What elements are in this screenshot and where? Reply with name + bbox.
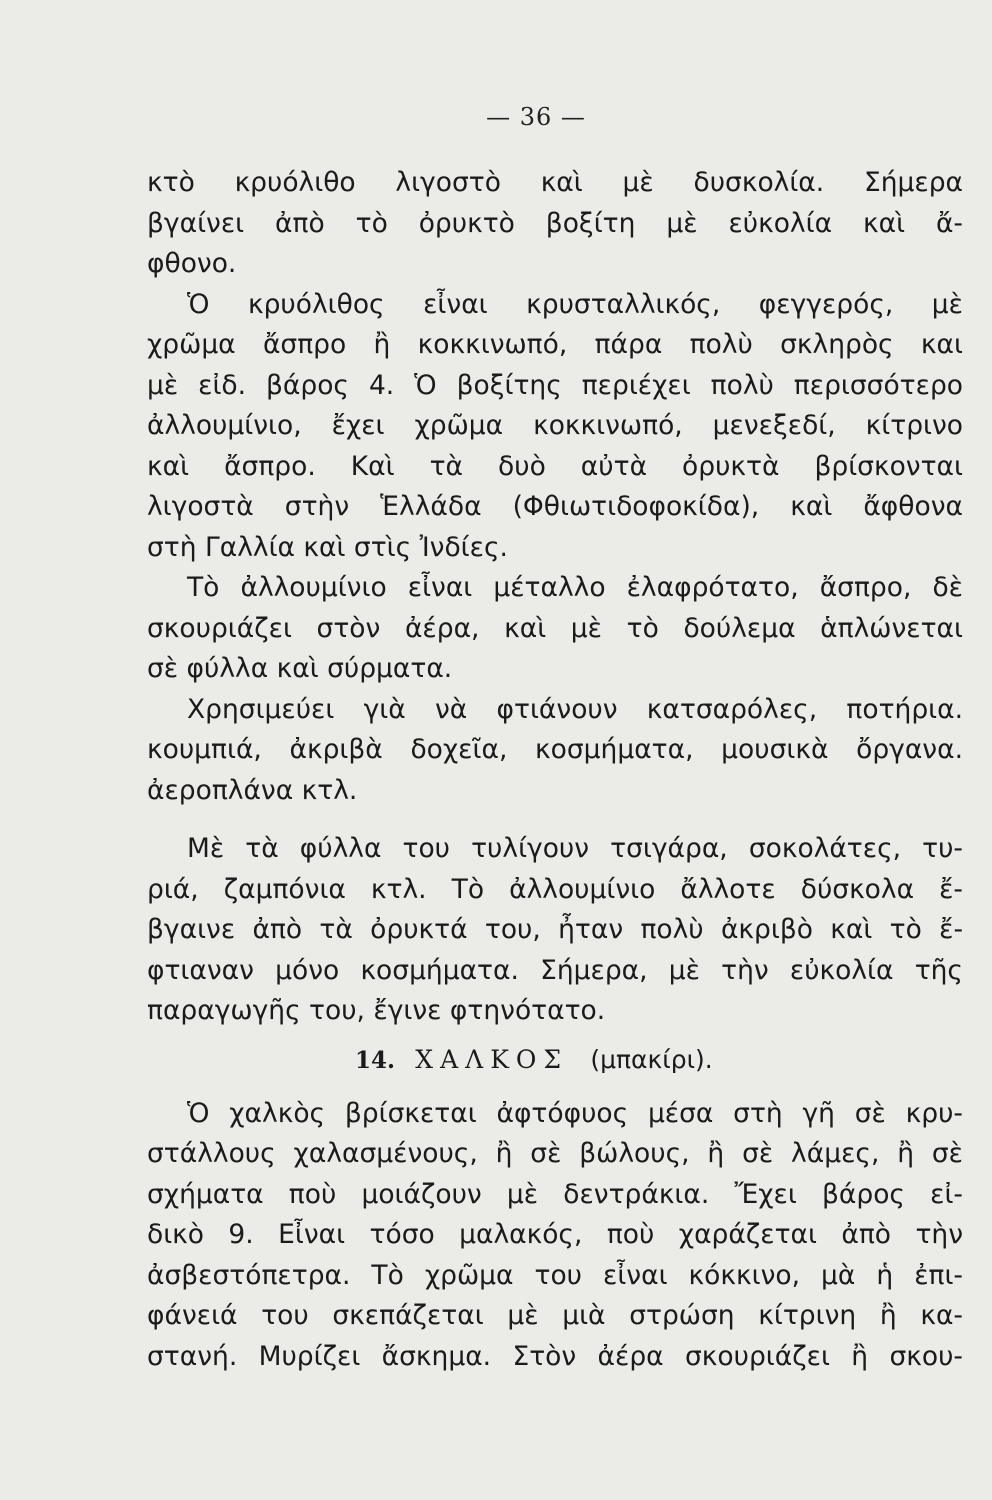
text-line: σὲ φύλλα καὶ σύρματα. [147,653,453,684]
text-line: κουμπιά, ἀκριβὰ δοχεῖα, κοσμήματα, μουσικὰ ὄργανα. [147,734,963,765]
text-line: κτὸ κρυόλιθο λιγοστὸ καὶ μὲ δυσκολία. Σήμερα [147,167,963,198]
text-line: παραγωγῆς του, ἔγινε φτηνότατο. [147,995,606,1026]
text-line: σκουριάζει στὸν ἀέρα, καὶ μὲ τὸ δούλεμα ἁπλώνεται [147,612,963,644]
text-line: Τὸ ἀλλουμίνιο εἶναι μέταλλο ἐλαφρότατο, ἄσπρο, δὲ [187,572,963,603]
text-line: ἀλλουμίνιο, ἔχει χρῶμα κοκκινωπό, μενεξεδί, κίτρινο [147,410,963,441]
page-number: — 36 — [486,103,586,131]
section-number: 14. [355,1046,396,1074]
text-line: καὶ ἄσπρο. Καὶ τὰ δυὸ αὐτὰ ὀρυκτὰ βρίσκονται [147,450,963,482]
text-line: ἀεροπλάνα κτλ. [147,774,358,806]
text-line: λιγοστὰ στὴν Ἑλλάδα (Φθιωτιδοφοκίδα), καὶ ἄφθονα [147,491,963,522]
text-line: φτιαναν μόνο κοσμήματα. Σήμερα, μὲ τὴν εὐκολία τῆς [147,954,963,986]
section-subtitle: (μπακίρι). [590,1044,713,1074]
text-line: ριά, ζαμπόνια κτλ. Τὸ ἀλλουμίνιο ἄλλοτε δύσκολα ἔ- [147,873,963,905]
text-line: σχήματα ποὺ μοιάζουν μὲ δεντράκια. Ἔχει βάρος εἰ- [147,1178,963,1210]
text-line: δικὸ 9. Εἶναι τόσο μαλακός, ποὺ χαράζεται ἀπὸ τὴν [147,1219,963,1250]
text-line: βγαινε ἀπὸ τὰ ὀρυκτά του, ἦταν πολὺ ἀκριβὸ καὶ τὸ ἔ- [147,914,963,945]
body-text [147,163,963,1377]
text-line: Μὲ τὰ φύλλα του τυλίγουν τσιγάρα, σοκολάτες, τυ- [187,833,963,864]
text-line: βγαίνει ἀπὸ τὸ ὀρυκτὸ βοξίτη μὲ εὐκολία καὶ ἄ- [147,207,963,239]
text-line: στάλλους χαλασμένους, ἢ σὲ βώλους, ἢ σὲ λάμες, ἢ σὲ [147,1138,963,1169]
section-title: ΧΑΛΚΟΣ [415,1044,569,1074]
text-line: στὴ Γαλλία καὶ στὶς Ἰνδίες. [147,531,508,563]
text-line: Χρησιμεύει γιὰ νὰ φτιάνουν κατσαρόλες, ποτήρια. [187,693,963,725]
text-line: χρῶμα ἄσπρο ἢ κοκκινωπό, πάρα πολὺ σκληρὸς και [147,329,963,360]
text-line: μὲ εἰδ. βάρος 4. Ὁ βοξίτης περιέχει πολὺ περισσότερο [147,369,963,401]
text-line: φθονο. [147,248,237,279]
text-line: στανή. Μυρίζει ἄσκημα. Στὸν ἀέρα σκουριάζει ἢ σκου- [147,1340,963,1372]
text-line: Ὁ κρυόλιθος εἶναι κρυσταλλικός, φεγγερός, μὲ [187,288,963,320]
text-line: φάνειά του σκεπάζεται μὲ μιὰ στρώση κίτρινη ἢ κα- [147,1300,963,1331]
section-heading [147,1040,963,1084]
text-line: ἀσβεστόπετρα. Τὸ χρῶμα του εἶναι κόκκινο, μὰ ἡ ἐπι- [147,1259,963,1291]
paragraph-gap [147,811,963,829]
text-line: Ὁ χαλκὸς βρίσκεται ἀφτόφυος μέσα στὴ γῆ σὲ κρυ- [187,1097,963,1129]
